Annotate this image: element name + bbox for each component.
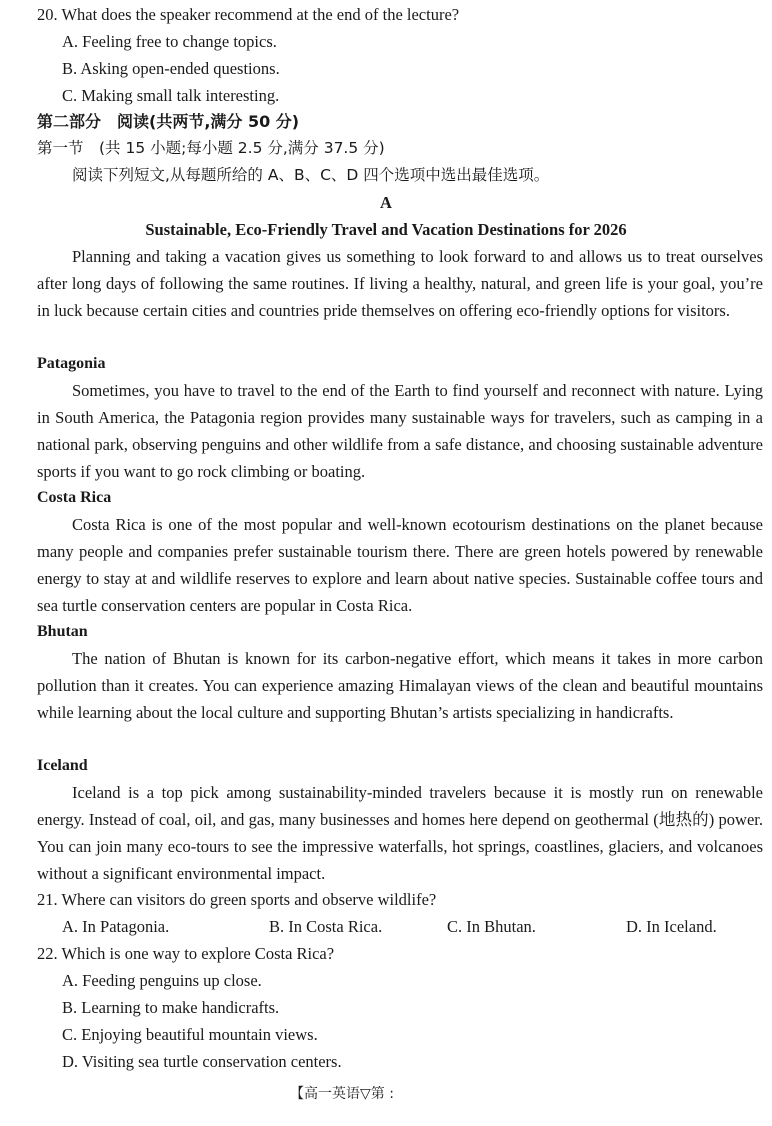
q22-option-b: B. Learning to make handicrafts. xyxy=(62,998,280,1017)
q20-option-b: B. Asking open-ended questions. xyxy=(62,59,280,78)
instruction: 阅读下列短文,从每题所给的 A、B、C、D 四个选项中选出最佳选项。 xyxy=(72,166,550,184)
question-20: 20. What does the speaker recommend at the end of the lecture? xyxy=(37,5,460,24)
part-title: 第二部分 阅读(共两节,满分 50 分) xyxy=(37,112,300,131)
passage-title: Sustainable, Eco-Friendly Travel and Vacation Destinations for 2026 xyxy=(145,220,627,239)
q20-option-c: C. Making small talk interesting. xyxy=(62,86,280,105)
section-heading-iceland: Iceland xyxy=(37,757,88,774)
q21-option-d: D. In Iceland. xyxy=(626,917,717,936)
q22-option-d: D. Visiting sea turtle conservation centers. xyxy=(62,1052,342,1071)
section-heading-costa-rica: Costa Rica xyxy=(37,489,112,506)
section-text-costa-rica: Costa Rica is one of the most popular and well-known ecotourism destinations on the planet because many people and companies prefer sustainable tourism there. There are green hotels powered by renewable energy to stay at and wildlife reserves to explore and learn about native species. Sustainable coffee tours and sea turtle conservation centers are popular in Costa Rica. xyxy=(37,515,763,615)
question-21: 21. Where can visitors do green sports and observe wildlife? xyxy=(37,890,437,909)
q22-option-c: C. Enjoying beautiful mountain views. xyxy=(62,1025,318,1044)
subsection-title: 第一节 (共 15 小题;每小题 2.5 分,满分 37.5 分) xyxy=(37,139,385,157)
passage-intro: Planning and taking a vacation gives us something to look forward to and allows us to treat ourselves after long days of following the same routines. If living a healthy, natural, and green life is your goal, you’re in luck because certain cities and countries pride themselves on offering eco-friendly options for visitors. xyxy=(37,247,763,320)
q22-option-a: A. Feeding penguins up close. xyxy=(62,971,262,990)
q21-option-b: B. In Costa Rica. xyxy=(269,917,383,936)
section-text-iceland: Iceland is a top pick among sustainability-minded travelers because it is mostly run on renewable energy. Instead of coal, oil, and gas, many businesses and homes here depend on geothermal (地热的) power. You can join many eco-tours to see the impressive waterfalls, hot springs, coastlines, glaciers, and volcanoes without a significant environmental impact. xyxy=(37,783,763,883)
question-22: 22. Which is one way to explore Costa Rica? xyxy=(37,944,335,963)
section-heading-patagonia: Patagonia xyxy=(37,355,106,372)
section-text-patagonia: Sometimes, you have to travel to the end of the Earth to find yourself and reconnect with nature. Lying in South America, the Patagonia region provides many sustainable ways for travelers, such as camping in a national park, observing penguins and other wildlife from a safe distance, and choosing sustainable adventure sports if you want to go rock climbing or boating. xyxy=(37,381,763,481)
footer-fade xyxy=(400,1080,470,1110)
section-text-bhutan: The nation of Bhutan is known for its carbon-negative effort, which means it takes in more carbon pollution than it creates. You can experience amazing Himalayan views of the clean and beautiful mountains while learning about the local culture and supporting Bhutan’s artists specializing in handicrafts. xyxy=(37,649,763,722)
page-footer: 【高一英语▽第 : xyxy=(290,1086,394,1102)
passage-label: A xyxy=(380,193,392,212)
section-heading-bhutan: Bhutan xyxy=(37,623,88,640)
q21-option-a: A. In Patagonia. xyxy=(62,917,170,936)
q21-option-c: C. In Bhutan. xyxy=(447,917,536,936)
q20-option-a: A. Feeling free to change topics. xyxy=(62,32,277,51)
